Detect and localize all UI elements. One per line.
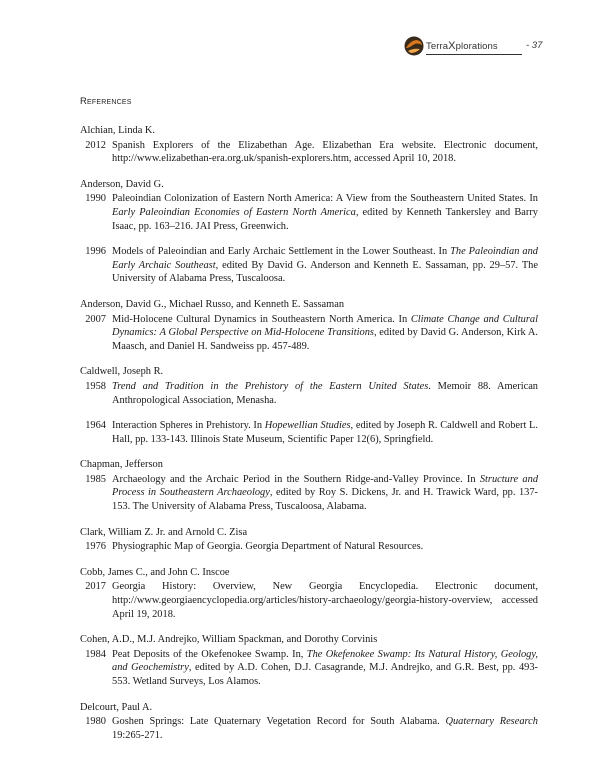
reference-author-group — [80, 298, 538, 353]
reference-text-segment: , edited by David G. Anderson, Kirk A. Maasch, and Daniel H. Sandweiss pp. 457-489. — [112, 327, 538, 352]
reference-title-italic: The Okefenokee Swamp: Its Natural History, Geology, and Geochemistry — [112, 648, 539, 674]
reference-title-italic: The Paleoindian and Early Archaic Southeast — [112, 246, 538, 271]
reference-text-segment: Paleoindian Colonization of Eastern North America: A View from the Southeastern United States. In — [112, 193, 538, 205]
reference-text — [112, 139, 538, 166]
reference-author-group — [80, 458, 538, 513]
reference-entry — [80, 139, 538, 166]
reference-year: 1990 — [85, 193, 106, 205]
reference-text — [112, 580, 538, 621]
reference-text — [112, 380, 538, 407]
terraxplorations-logo-icon — [404, 36, 424, 56]
reference-author: Clark, William Z. Jr. and Arnold C. Zisa — [80, 526, 248, 538]
page-number: - 37 — [526, 40, 543, 51]
reference-title-italic: Early Paleoindian Economies of Eastern North America — [112, 206, 356, 218]
brand-name: TerraXplorations — [426, 40, 498, 52]
reference-author: Cobb, James C., and John C. Inscoe — [80, 566, 230, 578]
reference-text-segment: Peat Deposits of the Okefenokee Swamp. In, — [112, 648, 307, 660]
reference-entry — [80, 380, 538, 407]
reference-text-segment: Models of Paleoindian and Early Archaic Settlement in the Lower Southeast. In — [112, 246, 451, 258]
reference-text-segment: 19:265-271. — [112, 729, 163, 741]
reference-text-segment: , edited by Joseph R. Caldwell and Robert L. Hall, pp. 133-143. Illinois State Museum, Scientific Paper 12(6), Springfield. — [112, 420, 538, 445]
reference-text-segment: Archaeology and the Archaic Period in the Southern Ridge-and-Valley Province. In — [112, 473, 480, 485]
reference-text-segment: Physiographic Map of Georgia. Georgia Department of Natural Resources. — [112, 541, 424, 553]
reference-text-segment: Interaction Spheres in Prehistory. In — [112, 420, 265, 432]
reference-year: 1980 — [85, 716, 106, 728]
reference-author: Alchian, Linda K. — [80, 125, 156, 136]
reference-author: Anderson, David G. — [80, 178, 164, 190]
reference-text-segment: Mid-Holocene Cultural Dynamics in Southeastern North America. In — [112, 313, 411, 325]
reference-text-segment: , edited By David G. Anderson and Kenneth E. Sassaman, pp. 29–57. The University of Alabama Press, Tuscaloosa. — [112, 259, 538, 285]
reference-author: Caldwell, Joseph R. — [80, 366, 164, 378]
reference-author-group — [80, 124, 538, 166]
reference-author: Anderson, David G., Michael Russo, and Kenneth E. Sassaman — [80, 298, 345, 310]
reference-entry — [80, 473, 538, 514]
reference-entry — [80, 715, 538, 742]
reference-author: Cohen, A.D., M.J. Andrejko, William Spackman, and Dorothy Corvinis — [80, 634, 378, 646]
reference-entry — [80, 580, 538, 621]
reference-title-italic: Hopewellian Studies — [264, 420, 351, 432]
reference-text — [112, 648, 538, 689]
reference-text-segment: Goshen Springs: Late Quaternary Vegetation Record for South Alabama. — [112, 716, 446, 728]
reference-year: 1976 — [85, 541, 106, 553]
reference-year: 1958 — [85, 380, 106, 392]
reference-title-italic: Trend and Tradition in the Prehistory of the Eastern United States — [112, 380, 429, 392]
reference-year: 2012 — [85, 139, 106, 151]
reference-text — [112, 540, 538, 554]
reference-title-italic: Structure and Process in Southeastern Archaeology — [112, 473, 539, 499]
reference-author: Delcourt, Paul A. — [80, 701, 153, 713]
reference-entry — [80, 648, 538, 689]
reference-author-group — [80, 365, 538, 446]
reference-text — [112, 473, 538, 514]
reference-text — [112, 192, 538, 233]
reference-year: 1964 — [85, 420, 106, 432]
reference-year: 1996 — [85, 246, 106, 258]
reference-author: Chapman, Jefferson — [80, 459, 163, 471]
reference-text-segment: , edited by A.D. Cohen, D.J. Casagrande, M.J. Andrejko, and G.R. Best, pp. 493-553. Wetland Surveys, Los Alamos. — [112, 662, 538, 687]
reference-title-italic: Climate Change and Cultural Dynamics: A Global Perspective on Mid-Holocene Transitions — [112, 313, 538, 339]
reference-text-segment: , edited by Kenneth Tankersley and Barry Isaac, pp. 163–216. JAI Press, Greenwich. — [112, 206, 538, 232]
reference-text — [112, 245, 538, 286]
reference-year: 1985 — [85, 473, 106, 485]
reference-entry — [80, 192, 538, 233]
reference-author-group — [80, 178, 538, 286]
brand-underline — [426, 54, 522, 55]
reference-year: 2007 — [85, 313, 106, 325]
references-list — [80, 124, 538, 754]
reference-entry — [80, 419, 538, 446]
reference-entry — [80, 245, 538, 286]
reference-entry — [80, 313, 538, 354]
reference-text-segment: , edited by Roy S. Dickens, Jr. and H. Trawick Ward, pp. 137-153. The University of Alabama Press, Tuscaloosa, Alabama. — [112, 487, 538, 513]
reference-text — [112, 419, 538, 446]
reference-author-group — [80, 566, 538, 621]
reference-text — [112, 715, 538, 742]
reference-author-group — [80, 526, 538, 554]
reference-author-group — [80, 701, 538, 743]
reference-text-segment: Spanish Explorers of the Elizabethan Age. Elizabethan Era website. Electronic document, http://www.elizabethan-era.org.uk/spanish-explorers.htm, accessed April 10, 2018. — [112, 139, 538, 165]
reference-entry — [80, 540, 538, 554]
reference-year: 1984 — [85, 648, 106, 660]
reference-author-group — [80, 633, 538, 688]
reference-text-segment: . Memoir 88. American Anthropological Association, Menasha. — [112, 380, 538, 406]
reference-year: 2017 — [85, 581, 106, 593]
reference-title-italic: Quaternary Research — [445, 716, 538, 728]
page-header — [404, 36, 544, 58]
reference-text — [112, 313, 538, 354]
reference-text-segment: Georgia History: Overview, New Georgia Encyclopedia. Electronic document, http://www.georgiaencyclopedia.org/articles/history-archaeology/georgia-history-overview, accessed April 19, 2018. — [112, 581, 538, 620]
section-heading: References — [80, 96, 132, 107]
